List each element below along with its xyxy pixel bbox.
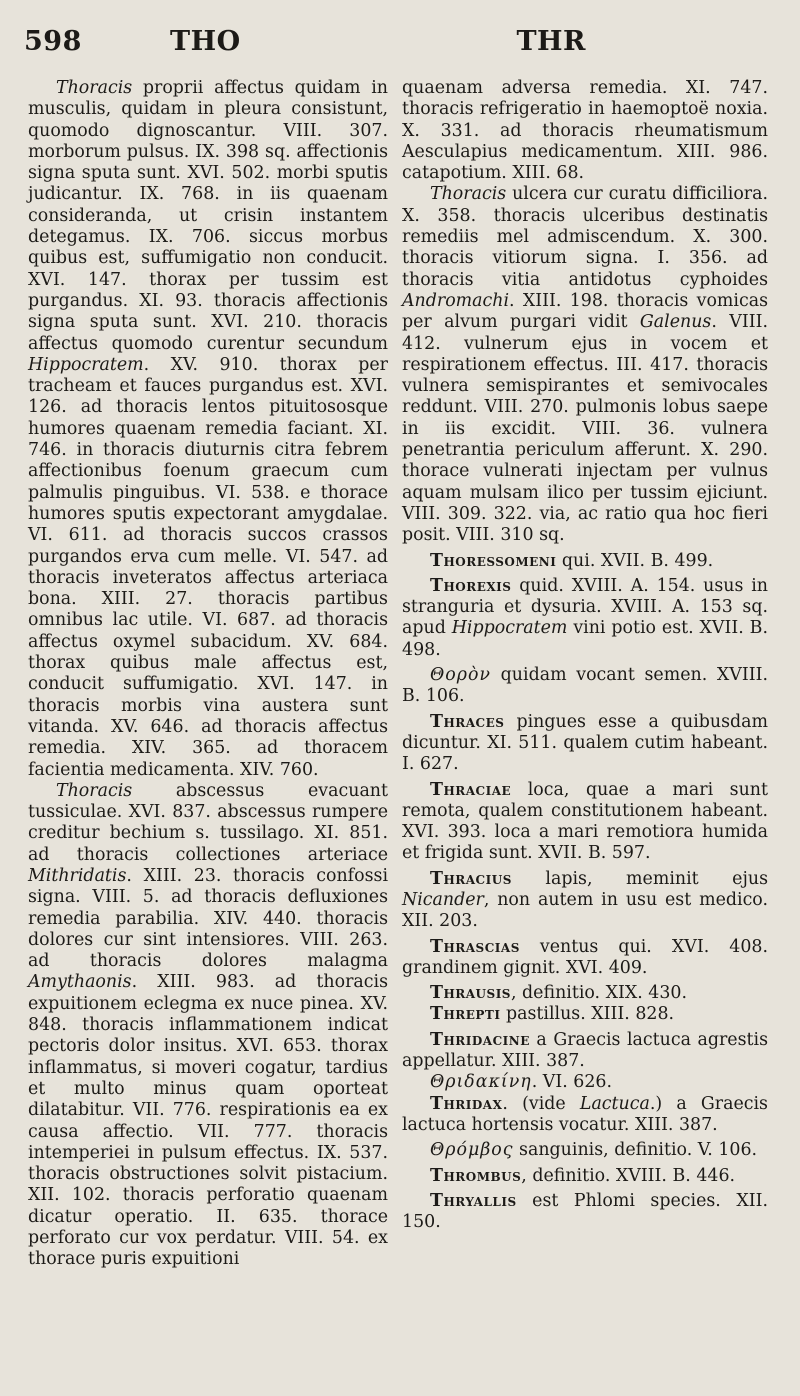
italic-term: Andromachi — [402, 290, 510, 311]
greek-term: Θριδακίνη — [430, 1072, 532, 1093]
entry-headword: Thryallis — [430, 1190, 517, 1211]
index-entry — [402, 712, 768, 776]
index-entry — [402, 576, 768, 661]
index-entry — [402, 665, 768, 708]
index-entry — [402, 1094, 768, 1137]
entry-headword: Thracius — [430, 868, 512, 889]
index-entry — [402, 1166, 768, 1187]
index-entry — [402, 1030, 768, 1073]
greek-term: Θορὸν — [430, 665, 491, 686]
italic-term: Hippocratem — [28, 354, 144, 375]
entry-text: . XIII. 23. thoracis confossi signa. VIII. 5. ad thoracis defluxiones remedia parabilia. XIV. 440. thoracis dolores cur sint intensiores. VIII. 263. ad thoracis dolores malagma — [28, 865, 388, 972]
index-entry — [28, 781, 388, 1271]
entry-text: loca, quae a mari sunt remota, qualem constitutionem habeant. XVI. 393. loca a mari remotiora humida et frigida sunt. XVII. B. 597. — [402, 779, 768, 864]
right-guide-word: THR — [516, 26, 586, 57]
entry-text: pingues esse a quibusdam dicuntur. XI. 511. qualem cutim habeant. I. 627. — [402, 711, 768, 775]
italic-term: Thoracis — [56, 780, 133, 801]
italic-term: Nicander — [402, 889, 484, 910]
entry-text: . XV. 910. thorax per tracheam et fauces purgandus est. XVI. 126. ad thoracis lentos pituitososque humores quaenam remedia faciant. XI. 746. in thoracis diuturnis citra febrem affectionibus foenum graecum cum palmulis pinguibus. VI. 538. e thorace humores sputis expectorant amygdalae. VI. 611. ad thoracis succos crassos purgandos erva cum melle. VI. 547. ad thoracis inveteratos affectus arteriaca bona. XIII. 27. thoracis partibus omnibus lac utile. VI. 687. ad thoracis affectus oxymel subacidum. XV. 684. thorax quibus male affectus est, conducit suffumigatio. XVI. 147. in thoracis morbis vina austera sunt vitanda. XV. 646. ad thoracis affectus remedia. XIV. 365. ad thoracem facientia medicamenta. XIV. 760. — [28, 354, 388, 780]
entry-text: lapis, meminit ejus — [511, 868, 768, 889]
entry-headword: Thrascias — [430, 936, 520, 957]
index-entry — [402, 937, 768, 980]
entry-text: qui. XVII. B. 499. — [556, 550, 714, 571]
entry-text: quaenam adversa remedia. XI. 747. thoracis refrigeratio in haemoptoë noxia. X. 331. ad thoracis rheumatismum Aesculapius medicamentum. XIII. 986. catapotium. XIII. 68. — [402, 78, 768, 184]
entry-text: abscessus evacuant tussiculae. XVI. 837. abscessus rumpere creditur bechium s. tussilago. XI. 851. ad thoracis collectiones arteriace — [28, 780, 388, 865]
index-entry — [402, 78, 768, 184]
italic-term: Thoracis — [430, 184, 507, 205]
entry-headword: Thridax — [430, 1093, 503, 1114]
entry-text: . VIII. 412. vulnerum ejus in vocem et respirationem effectus. III. 417. thoracis vulnera semispirantes et semivocales reddunt. VIII. 270. pulmonis lobus saepe in iis excidit. VIII. 36. vulnera penetrantia periculum afferunt. X. 290. thorace vulnerati injectam per vulnus aquam mulsam ilico per tussim ejiciunt. VIII. 309. 322. via, ac ratio qua hoc fieri posit. VIII. 310 sq. — [402, 312, 768, 546]
entry-text: , definitio. XVIII. B. 446. — [521, 1165, 736, 1186]
entry-headword: Thraciae — [430, 779, 512, 800]
left-guide-word: THO — [170, 26, 241, 57]
page-number: 598 — [24, 26, 82, 57]
index-entry — [402, 551, 768, 572]
italic-term: Hippocratem — [451, 618, 568, 639]
index-entry — [402, 1004, 768, 1025]
greek-term: Θρόμβος — [430, 1140, 514, 1161]
entry-text: quidam vocant semen. XVIII. B. 106. — [402, 665, 768, 707]
entry-text: sanguinis, definitio. V. 106. — [513, 1140, 758, 1161]
entry-headword: Thraces — [430, 711, 505, 732]
entry-headword: Threpti — [430, 1004, 501, 1025]
entry-headword: Thrausis — [430, 983, 511, 1004]
index-entry — [402, 869, 768, 933]
index-entry — [402, 1140, 768, 1161]
index-entry — [28, 78, 388, 781]
entry-text: proprii affectus quidam in musculis, quidam in pleura consistunt, quomodo dignoscantur. VIII. 307. morborum pulsus. IX. 398 sq. affectionis signa sputa sunt. XVI. 502. morbi sputis judicantur. IX. 768. in iis quaenam consideranda, ut crisin instantem detegamus. IX. 706. siccus morbus quibus est, suffumigatio non conducit. XVI. 147. thorax per tussim est purgandus. XI. 93. thoracis affectionis signa sputa sunt. XVI. 210. thoracis affectus quomodo curentur secundum — [28, 78, 388, 354]
index-entry — [402, 1072, 768, 1093]
right-column — [402, 78, 768, 1233]
entry-text: , definitio. XIX. 430. — [510, 983, 688, 1004]
italic-term: Lactuca — [579, 1093, 650, 1114]
entry-text: . (vide — [502, 1093, 580, 1114]
entry-text: est Phlomi species. XII. 150. — [402, 1190, 768, 1233]
entry-text: . VI. 626. — [531, 1072, 612, 1093]
running-header — [24, 26, 776, 66]
entry-text: quid. XVIII. A. 154. usus in stranguria et dysuria. XVIII. A. 153 sq. apud — [402, 575, 768, 639]
entry-text: . XIII. 983. ad thoracis expuitionem eclegma ex nuce pinea. XV. 848. thoracis inflammationem indicat pectoris dolor insitus. XVI. 653. thorax inflammatus, si moveri cogatur, tardius et multo minus quam oporteat dilatabitur. VII. 776. respirationis ea ex causa affectio. VII. 777. thoracis intemperiei in pulsum effectus. IX. 537. thoracis obstructiones solvit pistacium. XII. 102. thoracis perforatio quaenam dicatur operatio. II. 635. thorace perforato cur vox perdatur. VIII. 54. ex thorace puris expuitioni — [28, 972, 388, 1270]
index-entry — [402, 983, 768, 1004]
italic-term: Mithridatis — [28, 865, 127, 886]
entry-text: pastillus. XIII. 828. — [500, 1004, 675, 1025]
entry-text: ventus qui. XVI. 408. grandinem gignit. XVI. 409. — [402, 936, 768, 978]
index-entry — [402, 780, 768, 865]
italic-term: Galenus — [639, 312, 712, 333]
italic-term: Thoracis — [56, 78, 133, 98]
index-entry — [402, 184, 768, 546]
left-column — [28, 78, 388, 1271]
entry-text: a Graecis lactuca agrestis appellatur. XIII. 387. — [402, 1029, 768, 1072]
entry-text: vini potio est. XVII. B. 498. — [402, 618, 768, 660]
entry-headword: Thridacine — [430, 1029, 530, 1050]
entry-text: , non autem in usu est medico. XII. 203. — [402, 889, 768, 932]
italic-term: Amythaonis — [28, 972, 132, 993]
entry-text: ulcera cur curatu difficiliora. X. 358. thoracis ulceribus destinatis remediis mel admiscendum. X. 300. thoracis vitiorum signa. I. 356. ad thoracis vitia antidotus cyphoides — [402, 184, 768, 290]
entry-headword: Thoressomeni — [430, 550, 557, 571]
entry-headword: Thrombus — [430, 1165, 522, 1186]
entry-text: . XIII. 198. thoracis vomicas per alvum purgari vidit — [402, 290, 768, 333]
entry-headword: Thorexis — [430, 575, 512, 596]
entry-text: .) a Graecis lactuca hortensis vocatur. XIII. 387. — [402, 1093, 768, 1135]
index-entry — [402, 1191, 768, 1234]
